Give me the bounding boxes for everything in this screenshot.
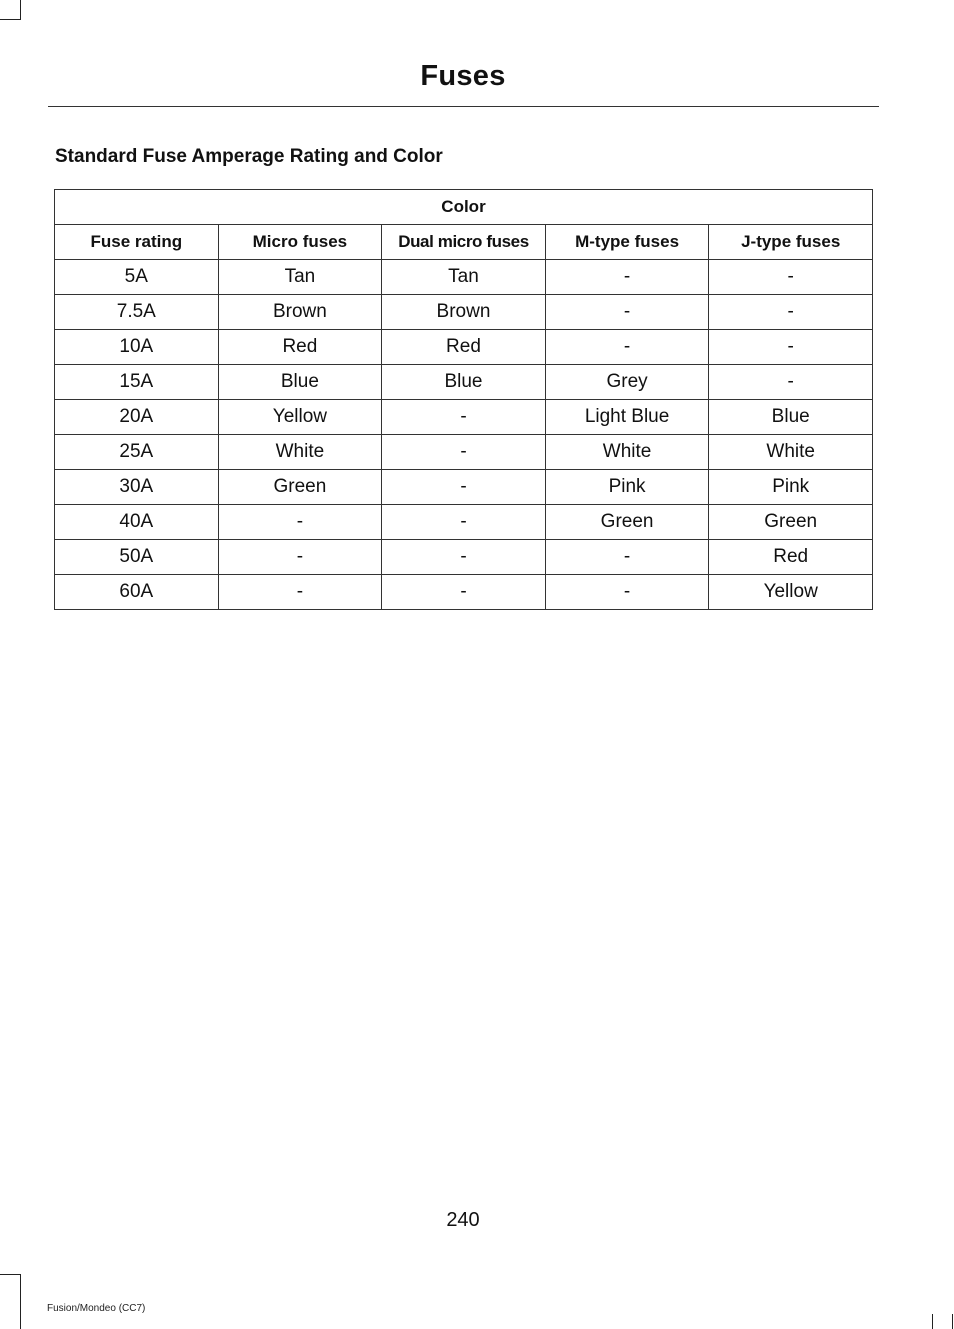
table-cell: - [545, 260, 709, 295]
fuse-color-table [54, 189, 873, 610]
table-cell: White [545, 435, 709, 470]
table-cell: - [709, 295, 873, 330]
table-cell: Grey [545, 365, 709, 400]
table-cell: - [218, 505, 382, 540]
table-cell: - [709, 365, 873, 400]
column-header-fuse-rating: Fuse rating [55, 225, 219, 260]
table-cell: Brown [218, 295, 382, 330]
table-cell: Yellow [709, 575, 873, 610]
table-cell: 60A [55, 575, 219, 610]
table-cell: 5A [55, 260, 219, 295]
table-cell: Light Blue [545, 400, 709, 435]
column-header-j-type-fuses: J-type fuses [709, 225, 873, 260]
page-title: Fuses [420, 60, 506, 92]
table-cell: Tan [218, 260, 382, 295]
crop-mark [0, 1274, 21, 1275]
title-divider [48, 106, 879, 107]
table-cell: 20A [55, 400, 219, 435]
table-cell: Pink [709, 470, 873, 505]
table-row [55, 575, 873, 610]
table-row [55, 470, 873, 505]
column-header-dual-micro-fuses: Dual micro fuses [382, 225, 546, 260]
table-cell: Red [382, 330, 546, 365]
color-group-header: Color [55, 190, 873, 225]
table-row [55, 540, 873, 575]
table-cell: - [545, 540, 709, 575]
table-header-row [55, 225, 873, 260]
table-row [55, 505, 873, 540]
table-cell: Brown [382, 295, 546, 330]
table-cell: Red [218, 330, 382, 365]
table-cell: - [382, 540, 546, 575]
table-cell: - [382, 400, 546, 435]
table-cell: - [709, 330, 873, 365]
crop-mark [20, 1274, 21, 1329]
table-cell: Green [218, 470, 382, 505]
table-cell: - [382, 575, 546, 610]
table-cell: 50A [55, 540, 219, 575]
table-cell: - [382, 505, 546, 540]
table-cell: Pink [545, 470, 709, 505]
section-heading: Standard Fuse Amperage Rating and Color [55, 146, 443, 167]
table-cell: Red [709, 540, 873, 575]
table-cell: Blue [709, 400, 873, 435]
table-cell: Green [709, 505, 873, 540]
table-cell: - [545, 295, 709, 330]
table-cell: 40A [55, 505, 219, 540]
table-cell: - [545, 330, 709, 365]
table-cell: Green [545, 505, 709, 540]
crop-mark [952, 1314, 953, 1329]
table-group-header-row [55, 190, 873, 225]
table-cell: White [709, 435, 873, 470]
table-cell: Blue [218, 365, 382, 400]
table-cell: 30A [55, 470, 219, 505]
table-cell: Yellow [218, 400, 382, 435]
table-cell: Blue [382, 365, 546, 400]
table-row [55, 295, 873, 330]
table-cell: - [545, 575, 709, 610]
crop-mark [932, 1314, 933, 1329]
table-cell: - [382, 470, 546, 505]
table-cell: - [709, 260, 873, 295]
table-cell: - [218, 575, 382, 610]
table-cell: White [218, 435, 382, 470]
model-footer: Fusion/Mondeo (CC7) [47, 1303, 146, 1314]
table-cell: 7.5A [55, 295, 219, 330]
crop-mark [20, 0, 21, 19]
table-row [55, 330, 873, 365]
table-cell: Tan [382, 260, 546, 295]
table-cell: 15A [55, 365, 219, 400]
page-number: 240 [446, 1209, 480, 1231]
table-row [55, 260, 873, 295]
table-cell: - [382, 435, 546, 470]
table-row [55, 400, 873, 435]
column-header-micro-fuses: Micro fuses [218, 225, 382, 260]
table-cell: 10A [55, 330, 219, 365]
column-header-m-type-fuses: M-type fuses [545, 225, 709, 260]
table-row [55, 365, 873, 400]
table-cell: 25A [55, 435, 219, 470]
table-cell: - [218, 540, 382, 575]
table-row [55, 435, 873, 470]
crop-mark [0, 19, 21, 20]
